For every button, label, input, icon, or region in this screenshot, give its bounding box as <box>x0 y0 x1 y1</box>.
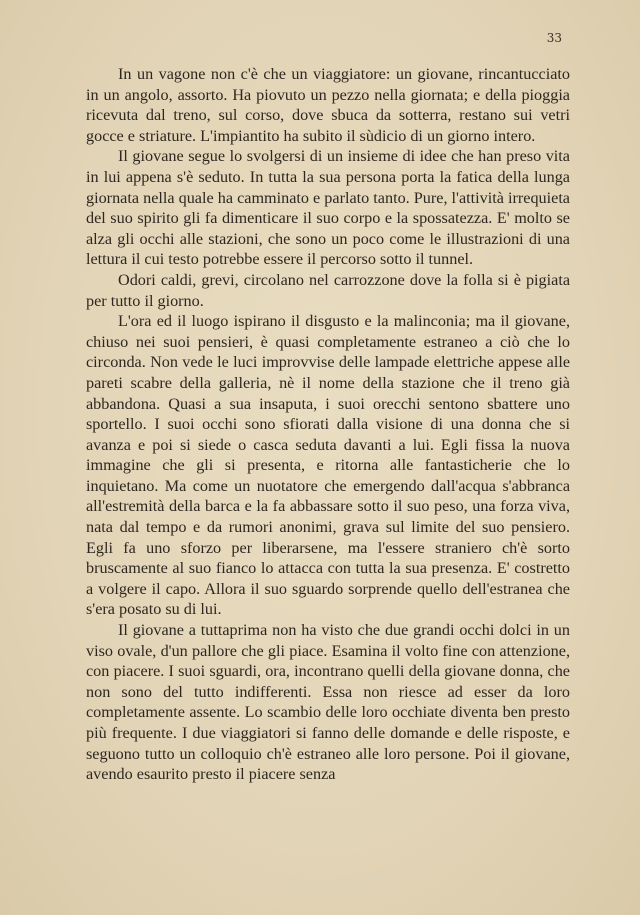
paragraph-3: Odori caldi, grevi, circolano nel carrozzone dove la folla si è pigiata per tutto il giorno. <box>86 270 570 310</box>
paragraph-1: In un vagone non c'è che un viaggiatore: un giovane, rincantucciato in un angolo, assorto. Ha piovuto un pezzo nella giornata; e della pioggia ricevuta dal treno, sul corso, dove sbuca da sotterra, restano sui vetri gocce e striature. L'impiantito ha subito il sùdicio di un giorno intero. <box>86 65 570 145</box>
paragraph-4: L'ora ed il luogo ispirano il disgusto e la malinconia; ma il giovane, chiuso nei suoi pensieri, è quasi completamente estraneo a ciò che lo circonda. Non vede le luci improvvise delle lampade elettriche appese alle pareti scabre della galleria, nè il nome della stazione che il treno già abbandona. Quasi a sua insaputa, i suoi orecchi sentono sbattere uno sportello. I suoi occhi sono sfiorati dalla visione di una donna che si avanza e poi si siede o casca seduta davanti a lui. Egli fissa la nuova immagine che gli si presenta, e ritorna alle fantasticherie che lo inquietano. Ma come un nuotatore che emergendo dall'acqua s'abbranca all'estremità della barca e la fa abbassare sotto il suo peso, una forza viva, nata dal tempo e da rumori anonimi, grava sul limite del suo pensiero. Egli fa uno sforzo per liberarsene, ma l'essere straniero ch'è sorto bruscamente al suo fianco lo attacca con tutta la sua presenza. E' costretto a volgere il capo. Allora il suo sguardo sorprende quello dell'estranea che s'era posato su di lui. <box>86 312 570 619</box>
body-text <box>86 64 570 785</box>
paragraph-5: Il giovane a tuttaprima non ha visto che due grandi occhi dolci in un viso ovale, d'un pallore che gli piace. Esamina il volto fine con attenzione, con piacere. I suoi sguardi, ora, incontrano quelli della giovane donna, che non sono del tutto indifferenti. Essa non riesce ad esser da loro completamente assente. Lo scambio delle loro occhiate diventa ben presto più frequente. I due viaggiatori si fanno delle domande e delle risposte, e seguono tutto un colloquio ch'è estraneo alle loro persone. Poi il giovane, avendo esaurito presto il piacere senza <box>86 621 570 784</box>
page-number: 33 <box>546 31 562 45</box>
paragraph-2: Il giovane segue lo svolgersi di un insieme di idee che han preso vita in lui appena s'è seduto. In tutta la sua persona porta la fatica della lunga giornata nella quale ha camminato e parlato tanto. Pure, l'attività irrequieta del suo spirito gli fa dimenticare il suo corpo e la spossatezza. E' molto se alza gli occhi alle stazioni, che sono un poco come le illustrazioni di una lettura il cui testo potrebbe essere il percorso sotto il tunnel. <box>86 147 570 269</box>
